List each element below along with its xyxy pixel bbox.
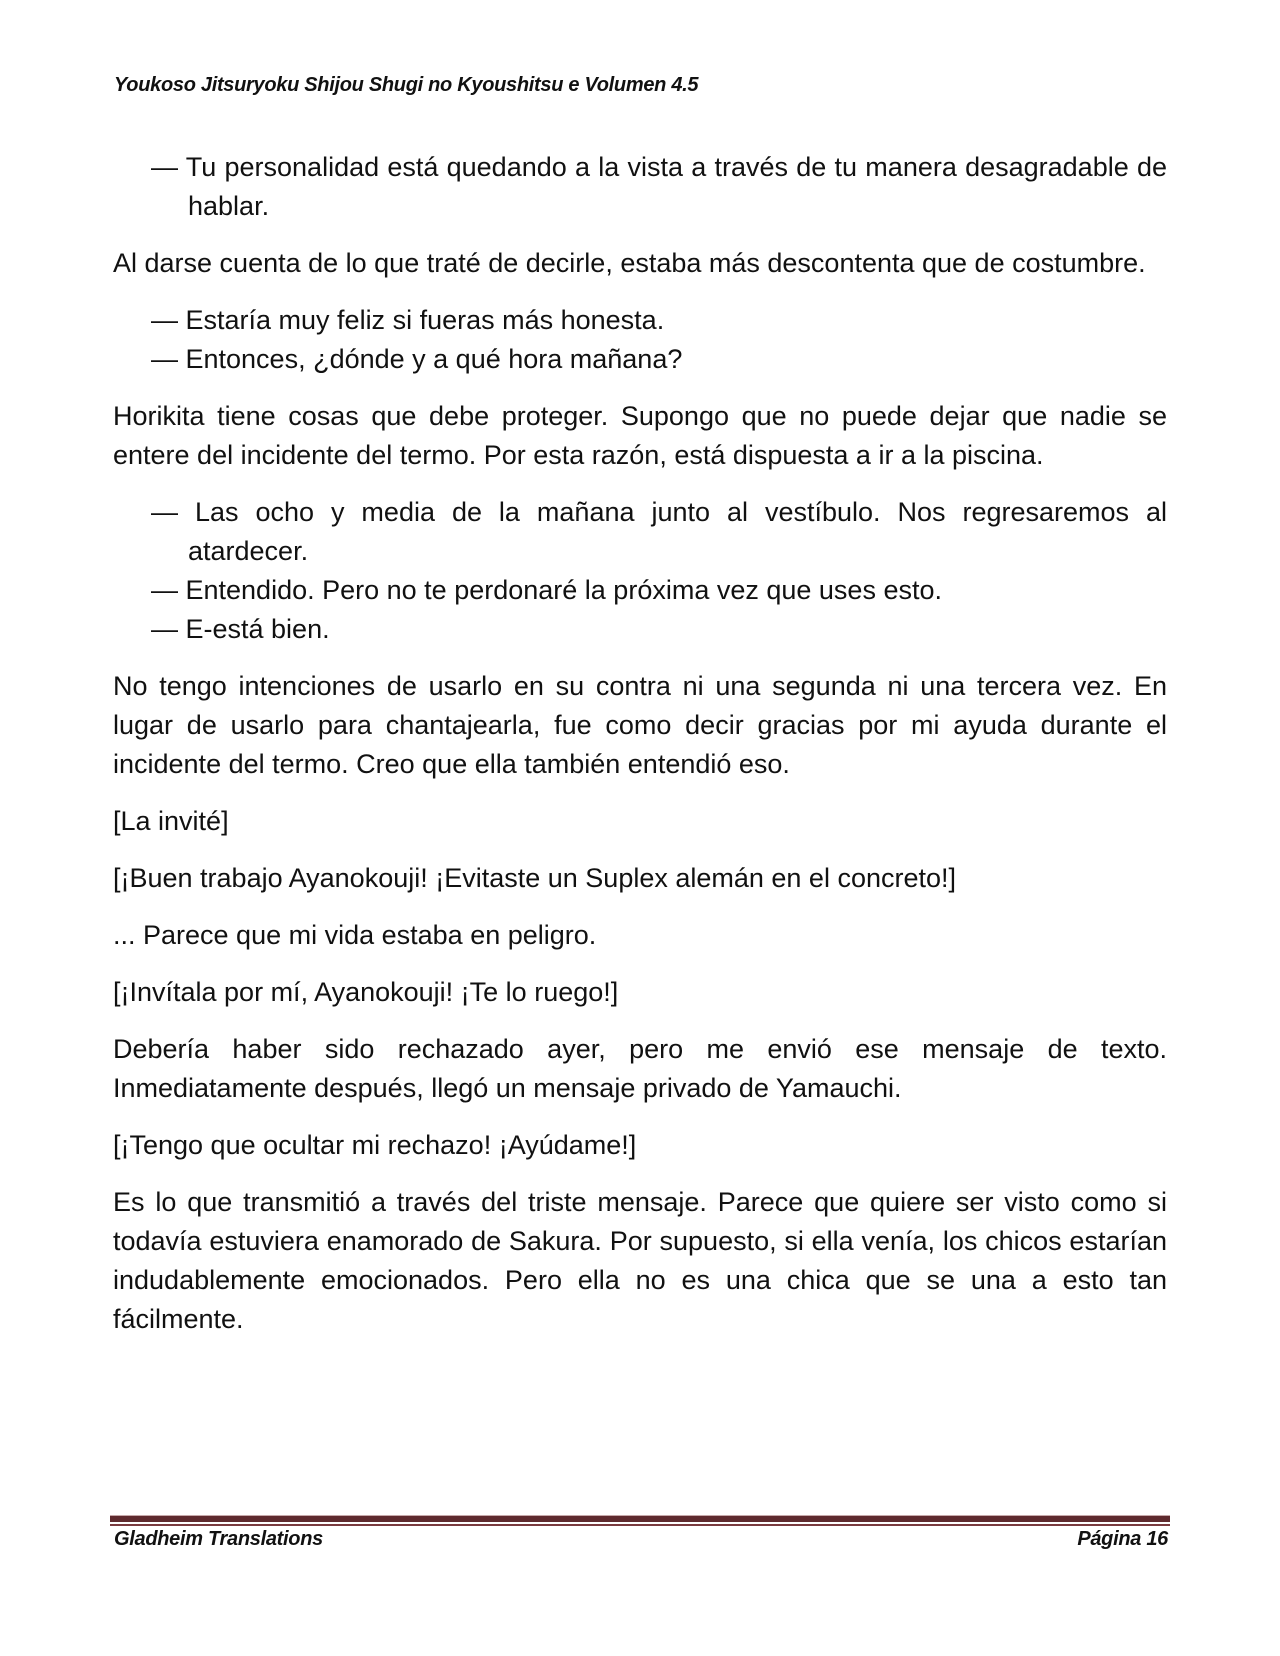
paragraph: ... Parece que mi vida estaba en peligro. — [113, 920, 597, 950]
dialogue-group — [113, 493, 1167, 649]
paragraph: No tengo intenciones de usarlo en su contra ni una segunda ni una tercera vez. En lugar de usarlo para chantajearla, fue como decir gracias por mi ayuda durante el incidente del termo. Creo que ella también entendió eso. — [113, 671, 1167, 779]
dialogue-line: — E-está bien. — [151, 614, 330, 644]
running-header: Youkoso Jitsuryoku Shijou Shugi no Kyoushitsu e Volumen 4.5 — [114, 74, 699, 96]
footer-publisher: Gladheim Translations — [114, 1528, 323, 1550]
footer-rule — [110, 1515, 1170, 1522]
page-number: Página 16 — [1077, 1528, 1168, 1550]
paragraph: Horikita tiene cosas que debe proteger. Supongo que no puede dejar que nadie se entere del incidente del termo. Por esta razón, está dispuesta a ir a la piscina. — [113, 401, 1167, 470]
dialogue-line: — Estaría muy feliz si fueras más honesta. — [151, 305, 665, 335]
paragraph: Debería haber sido rechazado ayer, pero me envió ese mensaje de texto. Inmediatamente después, llegó un mensaje privado de Yamauchi. — [113, 1034, 1167, 1103]
dialogue-line: — Entonces, ¿dónde y a qué hora mañana? — [151, 344, 683, 374]
dialogue-group — [113, 148, 1167, 226]
dialogue-line: — Entendido. Pero no te perdonaré la próxima vez que uses esto. — [151, 575, 942, 605]
paragraph: Al darse cuenta de lo que traté de decirle, estaba más descontenta que de costumbre. — [113, 248, 1146, 278]
paragraph: [La invité] — [113, 806, 229, 836]
dialogue-group — [113, 301, 1167, 379]
footer-rule-thin — [110, 1524, 1170, 1526]
paragraph: [¡Buen trabajo Ayanokouji! ¡Evitaste un Suplex alemán en el concreto!] — [113, 863, 957, 893]
paragraph: [¡Tengo que ocultar mi rechazo! ¡Ayúdame!] — [113, 1130, 637, 1160]
paragraph: Es lo que transmitió a través del triste mensaje. Parece que quiere ser visto como si todavía estuviera enamorado de Sakura. Por supuesto, si ella venía, los chicos estarían indudablemente emocionados. Pero ella no es una chica que se una a esto tan fácilmente. — [113, 1187, 1167, 1334]
dialogue-line: — Tu personalidad está quedando a la vista a través de tu manera desagradable de hablar. — [151, 152, 1167, 221]
page-body — [113, 148, 1167, 1357]
paragraph: [¡Invítala por mí, Ayanokouji! ¡Te lo ruego!] — [113, 977, 619, 1007]
dialogue-line: — Las ocho y media de la mañana junto al vestíbulo. Nos regresaremos al atardecer. — [151, 497, 1167, 566]
